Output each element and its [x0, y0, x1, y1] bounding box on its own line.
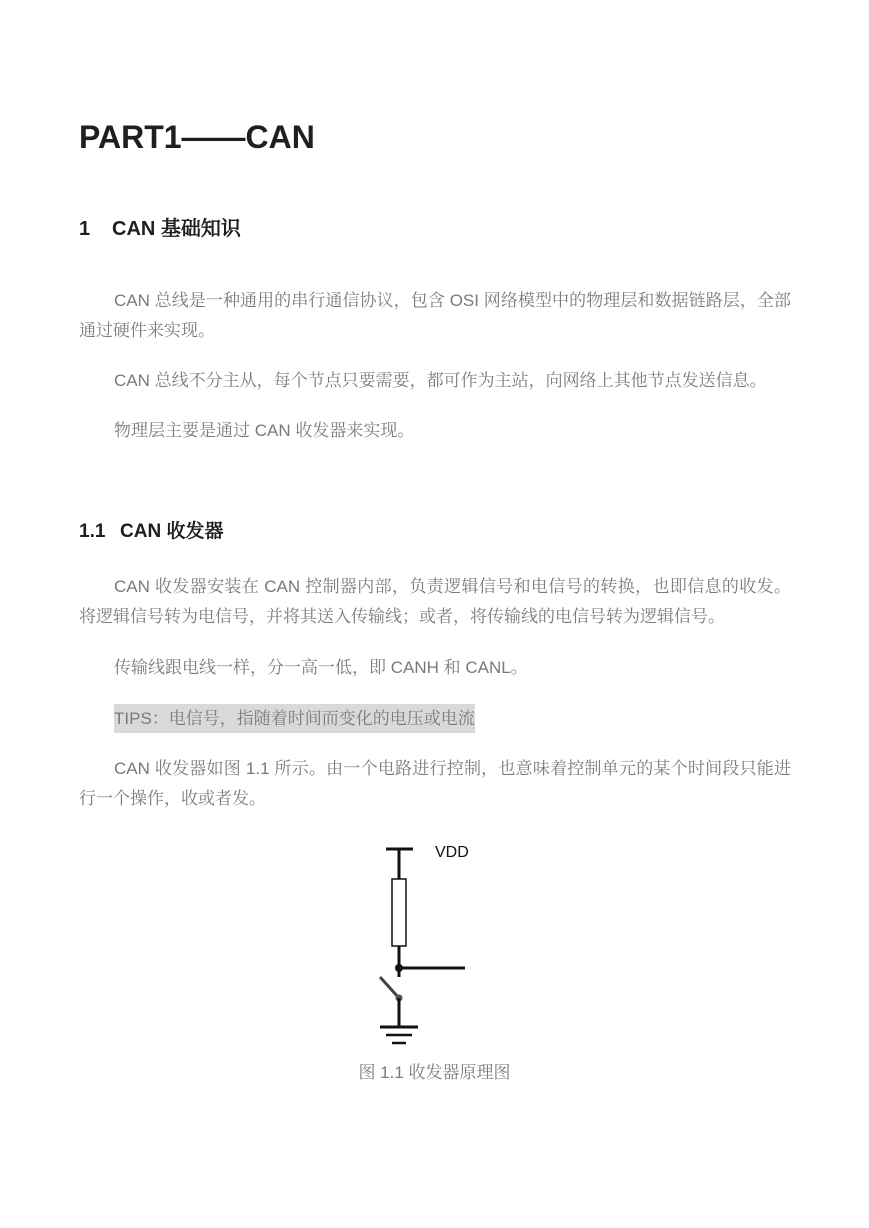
section-title: CAN 基础知识	[112, 218, 241, 240]
figure-reference-paragraph: CAN 收发器如图 1.1 所示。由一个电路进行控制，也意味着控制单元的某个时间段只能进行一个操作，收或者发。	[79, 759, 791, 808]
resistor	[392, 879, 406, 946]
subsection-heading	[79, 516, 223, 543]
transceiver-paragraph-2: 传输线跟电线一样，分一高一低，即 CANH 和 CANL。	[114, 658, 528, 677]
section-heading	[79, 212, 241, 241]
transceiver-paragraph-1: CAN 收发器安装在 CAN 控制器内部，负责逻辑信号和电信号的转换，也即信息的收发。将逻辑信号转为电信号，并将其送入传输线；或者，将传输线的电信号转为逻辑信号。	[79, 577, 791, 626]
transceiver-circuit-diagram	[370, 838, 480, 1053]
subsection-title: CAN 收发器	[120, 521, 224, 542]
intro-paragraph-1: CAN 总线是一种通用的串行通信协议，包含 OSI 网络模型中的物理层和数据链路层，全部通过硬件来实现。	[79, 291, 791, 340]
subsection-number: 1.1	[79, 521, 106, 542]
tips-highlight: TIPS：电信号，指随着时间而变化的电压或电流	[114, 704, 475, 733]
switch-blade	[380, 977, 399, 998]
section-number: 1	[79, 218, 91, 240]
intro-paragraph-2: CAN 总线不分主从，每个节点只要需要，都可作为主站，向网络上其他节点发送信息。	[114, 371, 767, 390]
vdd-label: VDD	[435, 844, 469, 861]
figure-caption: 图 1.1 收发器原理图	[358, 1063, 511, 1082]
intro-paragraph-3: 物理层主要是通过 CAN 收发器来实现。	[114, 421, 415, 440]
page-title: PART1——CAN	[79, 119, 315, 155]
